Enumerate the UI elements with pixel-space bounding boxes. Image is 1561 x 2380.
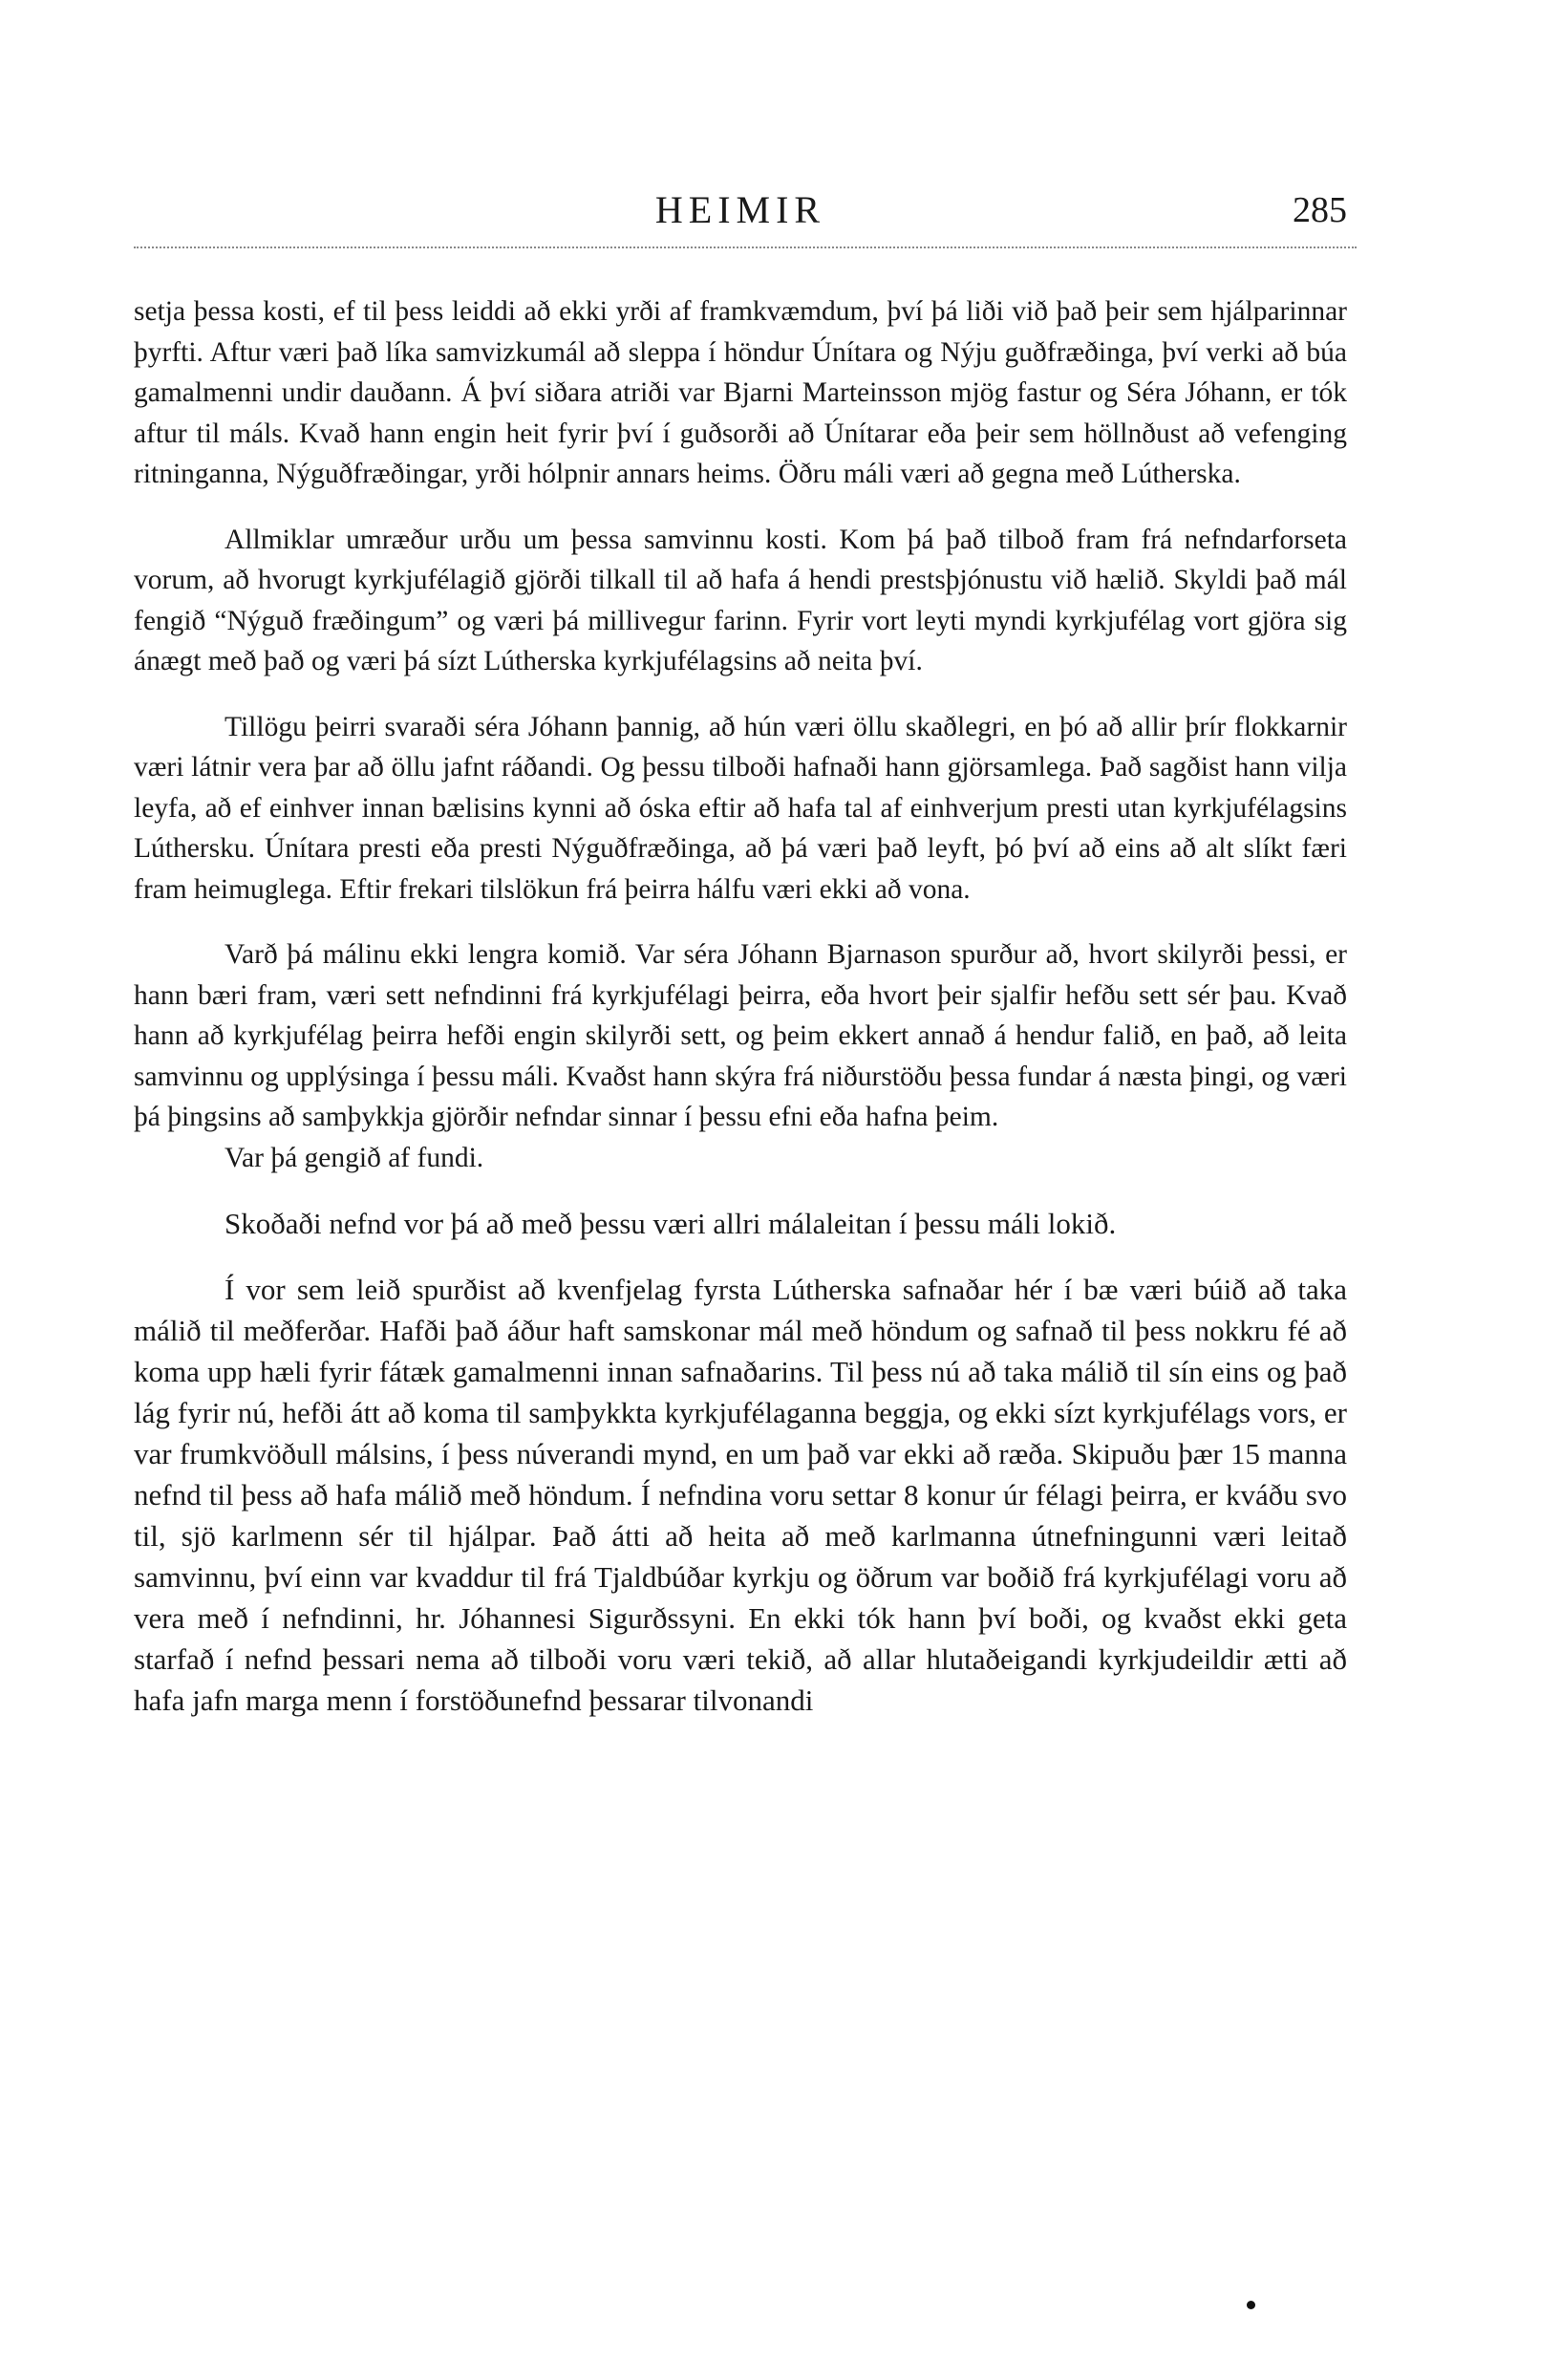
body-text — [134, 291, 1347, 1746]
paragraph: Tillögu þeirri svaraði séra Jóhann þannig, að hún væri öllu skaðlegri, en þó að allir þrír flokkarnir væri látnir vera þar að öllu jafnt ráðandi. Og þessu tilboði hafnaði hann gjörsamlega. Það sagðist hann vilja leyfa, að ef einhver innan bælisins kynni að óska eftir að hafa tal af einhverjum presti utan kyrkjufélagsins Lúthersku. Únítara presti eða presti Nýguðfræðinga, að þá væri það leyft, þó því að eins að alt slíkt færi fram heimuglega. Eftir frekari tilslökun frá þeirra hálfu væri ekki að vona. — [134, 711, 1347, 905]
ink-dot — [1247, 2301, 1255, 2309]
paragraph: Í vor sem leið spurðist að kvenfjelag fyrsta Lútherska safnaðar hér í bæ væri búið að taka málið til meðferðar. Hafði það áður haft samskonar mál með höndum og safnað til þess nokkru fé að koma upp hæli fyrir fátæk gamalmenni innan safnaðarins. Til þess nú að taka málið til sín eins og það lág fyrir nú, hefði átt að koma til samþykkta kyrkjufélaganna beggja, og ekki sízt kyrkjufélags vors, er var frumkvöðull málsins, í þess núverandi mynd, en um það var ekki að ræða. Skipuðu þær 15 manna nefnd til þess að hafa málið með höndum. Í nefndina voru settar 8 konur úr félagi þeirra, er kváðu svo til, sjö karlmenn sér til hjálpar. Það átti að heita að með karlmanna útnefningunni væri leitað samvinnu, því einn var kvaddur til frá Tjaldbúðar kyrkju og öðrum var boðið frá kyrkjufélagi voru að vera með í nefndinni, hr. Jóhannesi Sigurðssyni. En ekki tók hann því boði, og kvaðst ekki geta starfað í nefnd þessari nema að tilboði voru væri tekið, að allar hlutaðeigandi kyrkjudeildir ætti að hafa jafn marga menn í forstöðunefnd þessarar tilvonandi — [134, 1273, 1347, 1717]
running-title: HEIMIR — [654, 188, 826, 231]
paragraph: Skoðaði nefnd vor þá að með þessu væri allri málaleitan í þessu máli lokið. — [225, 1207, 1117, 1240]
paragraph-continuation: setja þessa kosti, ef til þess leiddi að ekki yrði af framkvæmdum, því þá liði við það þeir sem hjálparinnar þyrfti. Aftur væri það líka samvizkumál að sleppa í höndur Únítara og Nýju guðfræðinga, því verki að búa gamalmenni undir dauðann. Á því siðara atriði var Bjarni Marteinsson mjög fastur og Séra Jóhann, er tók aftur til máls. Kvað hann engin heit fyrir því í guðsorði að Únítarar eða þeir sem höllnðust að vefenging ritninganna, Nýguðfræðingar, yrði hólpnir annars heims. Öðru máli væri að gegna með Lútherska. — [134, 296, 1347, 489]
header-rule — [134, 247, 1357, 248]
paragraph: Var þá gengið af fundi. — [225, 1142, 484, 1173]
paragraph: Varð þá málinu ekki lengra komið. Var séra Jóhann Bjarnason spurður að, hvort skilyrði þessi, er hann bæri fram, væri sett nefndinni frá kyrkjufélagi þeirra, eða hvort þeir sjalfir hefðu sett sér þau. Kvað hann að kyrkjufélag þeirra hefði engin skilyrði sett, og þeim ekkert annað á hendur falið, en það, að leita samvinnu og upplýsinga í þessu máli. Kvaðst hann skýra frá niðurstöðu þessa fundar á næsta þingi, og væri þá þingsins að samþykkja gjörðir nefndar sinnar í þessu efni eða hafna þeim. — [134, 939, 1347, 1132]
page-number: 285 — [1293, 190, 1347, 230]
paragraph: Allmiklar umræður urðu um þessa samvinnu kosti. Kom þá það tilboð fram frá nefndarforseta vorum, að hvorugt kyrkjufélagið gjörði tilkall til að hafa á hendi prestsþjónustu við hælið. Skyldi það mál fengið “Nýguð fræðingum” og væri þá millivegur farinn. Fyrir vort leyti myndi kyrkjufélag vort gjöra sig ánægt með það og væri þá sízt Lútherska kyrkjufélagsins að neita því. — [134, 524, 1347, 676]
running-head — [134, 182, 1347, 239]
